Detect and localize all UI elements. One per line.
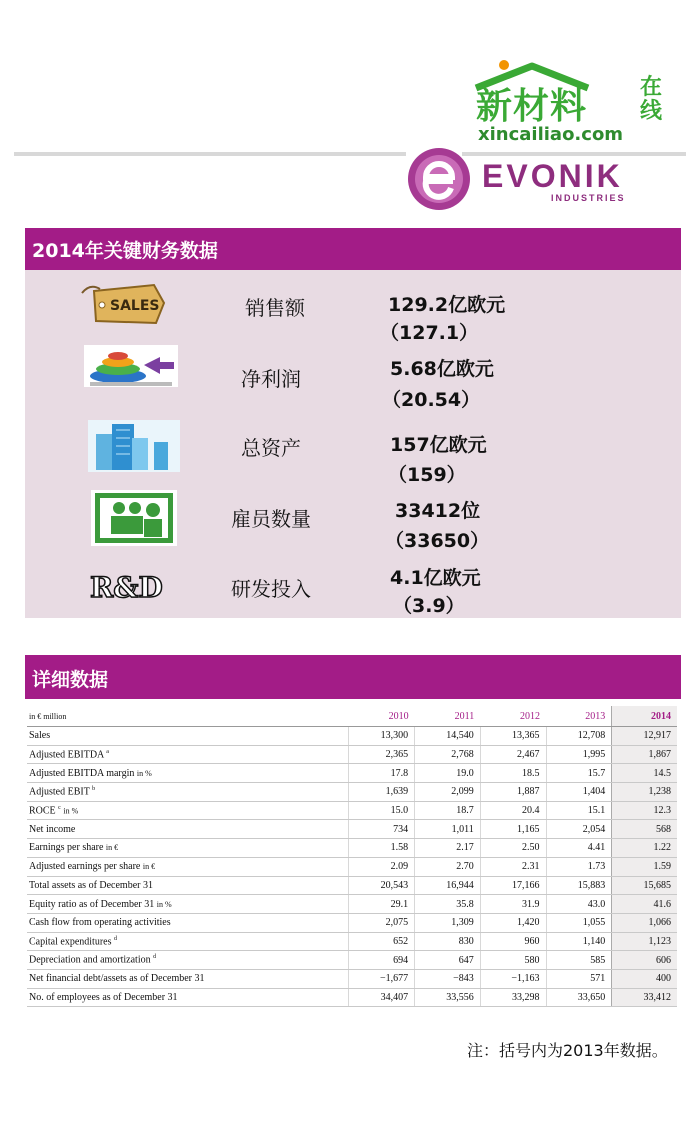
row-label (27, 764, 349, 783)
row-label-text: Adjusted earnings per share (29, 861, 141, 873)
row-label (27, 820, 349, 839)
financial-table (27, 706, 677, 1007)
row-label-text: Total assets as of December 31 (29, 879, 153, 891)
table-cell: 12.3 (612, 801, 677, 820)
table-row (27, 857, 677, 876)
table-cell: 1,995 (546, 745, 612, 764)
row-label (27, 857, 349, 876)
header-divider-right (462, 152, 686, 156)
table-row (27, 764, 677, 783)
table-cell: 17,166 (480, 876, 546, 895)
row-label-text: No. of employees as of December 31 (29, 991, 178, 1003)
table-cell: −843 (415, 969, 481, 988)
footnote-marker: d (113, 935, 117, 942)
employees-prev-value: （33650） (385, 530, 490, 552)
row-label-text: Earnings per share (29, 842, 104, 854)
year-header: 2014 (612, 706, 677, 727)
table-cell: 1,639 (349, 783, 415, 802)
table-row (27, 895, 677, 914)
year-header: 2010 (349, 706, 415, 727)
table-cell: 35.8 (415, 895, 481, 914)
evonik-wordmark: EVONIK (482, 158, 623, 194)
employees-value: 33412位 (395, 500, 481, 522)
sales-tag-text: SALES (110, 298, 160, 314)
table-cell: 33,650 (546, 988, 612, 1007)
table-cell: 1.73 (546, 857, 612, 876)
row-label-text: Net income (29, 823, 76, 835)
table-cell: 2.70 (415, 857, 481, 876)
year-header: 2011 (415, 706, 481, 727)
header-divider-left (14, 152, 406, 156)
detail-title: 详细数据 (32, 669, 109, 691)
rd-icon-text: R&D (90, 571, 163, 602)
row-label (27, 783, 349, 802)
row-label-text: Cash flow from operating activities (29, 917, 171, 929)
row-label-text: Sales (29, 730, 51, 742)
table-cell: 1,140 (546, 932, 612, 951)
table-cell: 2,365 (349, 745, 415, 764)
row-unit: in % (156, 899, 172, 909)
row-unit: in % (136, 768, 152, 778)
table-cell: 580 (480, 951, 546, 970)
row-label-text: Net financial debt/assets as of December 31 (29, 973, 205, 985)
table-cell: 14,540 (415, 727, 481, 746)
table-cell: 20,543 (349, 876, 415, 895)
row-label-text: Adjusted EBITDA margin (29, 767, 135, 779)
rd-prev-value: （3.9） (393, 595, 465, 617)
table-cell: 734 (349, 820, 415, 839)
rd-label: 研发投入 (231, 577, 311, 601)
row-label (27, 988, 349, 1007)
table-cell: 18.5 (480, 764, 546, 783)
table-row (27, 745, 677, 764)
table-row (27, 783, 677, 802)
table-cell: 960 (480, 932, 546, 951)
row-unit: in % (63, 806, 79, 816)
evonik-logo-icon (406, 146, 472, 212)
row-label (27, 969, 349, 988)
unit-header: in € million (27, 706, 349, 727)
table-cell: 1.59 (612, 857, 677, 876)
row-label-text: Equity ratio as of December 31 (29, 898, 155, 910)
sales-value: 129.2亿欧元 (388, 294, 506, 316)
table-cell: 2.17 (415, 839, 481, 858)
table-header-row (27, 706, 677, 727)
table-row (27, 988, 677, 1007)
key-data-title: 2014年关键财务数据 (32, 240, 218, 262)
table-cell: 1.58 (349, 839, 415, 858)
table-cell: 15.1 (546, 801, 612, 820)
table-cell: 31.9 (480, 895, 546, 914)
table-cell: 33,556 (415, 988, 481, 1007)
table-cell: 15,685 (612, 876, 677, 895)
table-cell: 15.7 (546, 764, 612, 783)
table-cell: 19.0 (415, 764, 481, 783)
row-unit: in € (142, 862, 156, 872)
table-cell: 12,917 (612, 727, 677, 746)
table-cell: 585 (546, 951, 612, 970)
sales-prev-value: （127.1） (380, 322, 479, 344)
table-cell: 647 (415, 951, 481, 970)
table-cell: 2,054 (546, 820, 612, 839)
total-assets-label: 总资产 (241, 436, 301, 460)
table-row (27, 839, 677, 858)
table-cell: 41.6 (612, 895, 677, 914)
table-cell: −1,163 (480, 969, 546, 988)
table-cell: 694 (349, 951, 415, 970)
table-cell: 568 (612, 820, 677, 839)
table-cell: 1,011 (415, 820, 481, 839)
total-assets-value: 157亿欧元 (390, 434, 487, 456)
table-cell: 2,075 (349, 913, 415, 932)
table-cell: 33,412 (612, 988, 677, 1007)
row-label-text: ROCE (29, 805, 56, 817)
employees-label: 雇员数量 (231, 507, 311, 531)
table-cell: 13,300 (349, 727, 415, 746)
table-cell: 29.1 (349, 895, 415, 914)
table-row (27, 932, 677, 951)
table-cell: 14.5 (612, 764, 677, 783)
table-cell: 13,365 (480, 727, 546, 746)
table-cell: 1,420 (480, 913, 546, 932)
employees-icon (91, 490, 177, 546)
table-cell: 33,298 (480, 988, 546, 1007)
table-cell: 1,055 (546, 913, 612, 932)
row-label-text: Depreciation and amortization (29, 954, 151, 966)
row-label (27, 895, 349, 914)
table-cell: 1,066 (612, 913, 677, 932)
table-cell: 1,165 (480, 820, 546, 839)
table-row (27, 951, 677, 970)
table-cell: 43.0 (546, 895, 612, 914)
table-row (27, 727, 677, 746)
row-label (27, 801, 349, 820)
table-cell: 2.31 (480, 857, 546, 876)
sales-tag-icon (80, 281, 166, 327)
xincailiao-logo-side: 在线 (640, 75, 663, 124)
net-profit-label: 净利润 (241, 367, 301, 391)
xincailiao-logo-text: 新材料 (476, 86, 588, 127)
footnote-marker: b (92, 786, 96, 793)
row-label (27, 745, 349, 764)
table-cell: 1,238 (612, 783, 677, 802)
table-cell: 4.41 (546, 839, 612, 858)
xincailiao-url: xincailiao.com (478, 124, 624, 145)
table-cell: 2.50 (480, 839, 546, 858)
footnote-marker: c (58, 804, 61, 811)
row-label (27, 951, 349, 970)
row-label-text: Capital expenditures (29, 936, 112, 948)
table-cell: 16,944 (415, 876, 481, 895)
footnote-marker: a (106, 748, 109, 755)
rd-icon (88, 570, 174, 602)
profit-layers-icon (84, 345, 178, 387)
table-row (27, 913, 677, 932)
table-cell: −1,677 (349, 969, 415, 988)
row-label (27, 727, 349, 746)
year-header: 2012 (480, 706, 546, 727)
table-cell: 18.7 (415, 801, 481, 820)
net-profit-prev-value: （20.54） (382, 389, 481, 411)
table-cell: 2.09 (349, 857, 415, 876)
net-profit-value: 5.68亿欧元 (390, 358, 494, 380)
table-cell: 652 (349, 932, 415, 951)
table-cell: 2,467 (480, 745, 546, 764)
row-unit: in € (105, 843, 119, 853)
table-row (27, 801, 677, 820)
rd-value: 4.1亿欧元 (390, 567, 481, 589)
table-cell: 15,883 (546, 876, 612, 895)
table-row (27, 820, 677, 839)
table-cell: 2,099 (415, 783, 481, 802)
table-cell: 17.8 (349, 764, 415, 783)
row-label (27, 932, 349, 951)
detail-header (25, 655, 681, 699)
table-cell: 606 (612, 951, 677, 970)
table-row (27, 969, 677, 988)
table-cell: 20.4 (480, 801, 546, 820)
table-cell: 400 (612, 969, 677, 988)
buildings-icon (88, 420, 180, 472)
footnote-marker: d (153, 954, 157, 961)
total-assets-prev-value: （159） (388, 464, 466, 486)
table-cell: 1,867 (612, 745, 677, 764)
table-row (27, 876, 677, 895)
row-label-text: Adjusted EBIT (29, 786, 90, 798)
table-cell: 2,768 (415, 745, 481, 764)
table-cell: 830 (415, 932, 481, 951)
row-label (27, 876, 349, 895)
table-cell: 1,404 (546, 783, 612, 802)
footnote: 注：括号内为2013年数据。 (467, 1041, 668, 1060)
table-cell: 15.0 (349, 801, 415, 820)
evonik-subtitle: INDUSTRIES (551, 193, 626, 203)
table-cell: 34,407 (349, 988, 415, 1007)
table-cell: 1.22 (612, 839, 677, 858)
table-cell: 1,887 (480, 783, 546, 802)
row-label-text: Adjusted EBITDA (29, 749, 104, 761)
table-cell: 1,123 (612, 932, 677, 951)
table-cell: 12,708 (546, 727, 612, 746)
table-cell: 1,309 (415, 913, 481, 932)
year-header: 2013 (546, 706, 612, 727)
row-label (27, 839, 349, 858)
table-cell: 571 (546, 969, 612, 988)
row-label (27, 913, 349, 932)
sales-label: 销售额 (245, 296, 305, 320)
